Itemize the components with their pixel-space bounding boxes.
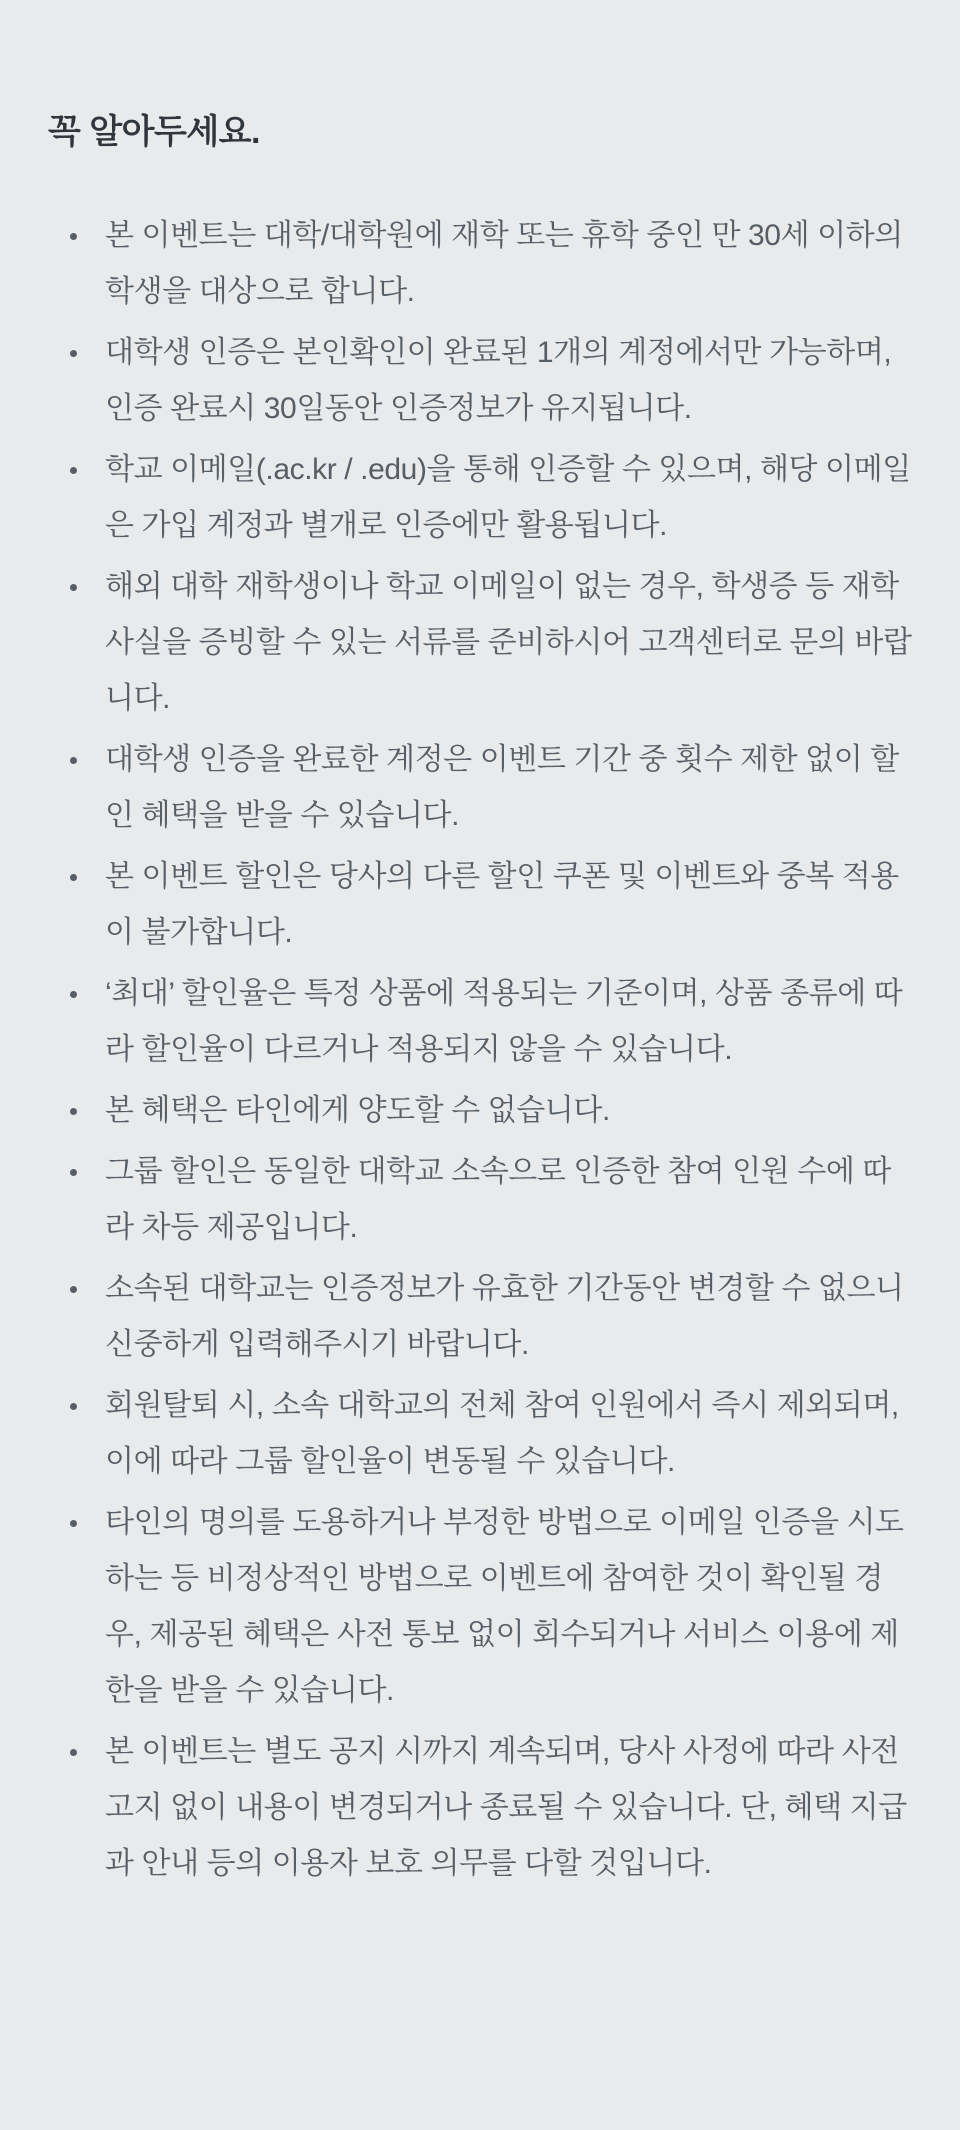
notice-list-item [48, 849, 914, 961]
notice-text: 소속된 대학교는 인증정보가 유효한 기간동안 변경할 수 없으니 신중하게 입력해주시기 바랍니다. [105, 1272, 904, 1361]
bullet-icon [70, 1403, 77, 1410]
bullet-icon [70, 1108, 77, 1115]
bullet-icon [70, 991, 77, 998]
notice-text: 그룹 할인은 동일한 대학교 소속으로 인증한 참여 인원 수에 따라 차등 제공입니다. [105, 1155, 891, 1244]
notice-list-item [48, 1144, 914, 1256]
notice-text: 해외 대학 재학생이나 학교 이메일이 없는 경우, 학생증 등 재학 사실을 증빙할 수 있는 서류를 준비하시어 고객센터로 문의 바랍니다. [105, 570, 912, 715]
notice-text: 대학생 인증은 본인확인이 완료된 1개의 계정에서만 가능하며, 인증 완료시 30일동안 인증정보가 유지됩니다. [105, 336, 892, 425]
bullet-icon [70, 757, 77, 764]
bullet-icon [70, 1286, 77, 1293]
notice-text: ‘최대’ 할인율은 특정 상품에 적용되는 기준이며, 상품 종류에 따라 할인율이 다르거나 적용되지 않을 수 있습니다. [105, 977, 903, 1066]
notice-text: 타인의 명의를 도용하거나 부정한 방법으로 이메일 인증을 시도하는 등 비정상적인 방법으로 이벤트에 참여한 것이 확인될 경우, 제공된 혜택은 사전 통보 없이 회수되거나 서비스 이용에 제한을 받을 수 있습니다. [105, 1506, 904, 1707]
notice-text: 본 이벤트는 대학/대학원에 재학 또는 휴학 중인 만 30세 이하의 학생을 대상으로 합니다. [105, 219, 903, 308]
notice-list-item [48, 559, 914, 727]
bullet-icon [70, 233, 77, 240]
notice-list-item [48, 1724, 914, 1892]
notice-list-item [48, 732, 914, 844]
notice-text: 회원탈퇴 시, 소속 대학교의 전체 참여 인원에서 즉시 제외되며, 이에 따라 그룹 할인율이 변동될 수 있습니다. [105, 1389, 899, 1478]
bullet-icon [70, 874, 77, 881]
notice-list-item [48, 1261, 914, 1373]
bullet-icon [70, 467, 77, 474]
notice-list-item [48, 208, 914, 320]
bullet-icon [70, 350, 77, 357]
notice-text: 대학생 인증을 완료한 계정은 이벤트 기간 중 횟수 제한 없이 할인 혜택을 받을 수 있습니다. [105, 743, 899, 832]
notice-list-item [48, 966, 914, 1078]
notice-list-item [48, 442, 914, 554]
notice-text: 학교 이메일(.ac.kr / .edu)을 통해 인증할 수 있으며, 해당 이메일은 가입 계정과 별개로 인증에만 활용됩니다. [105, 453, 911, 542]
notice-heading: 꼭 알아두세요. [48, 113, 260, 151]
notice-list [48, 208, 914, 1892]
notice-list-item [48, 1378, 914, 1490]
notice-text: 본 혜택은 타인에게 양도할 수 없습니다. [105, 1094, 610, 1127]
notice-text: 본 이벤트는 별도 공지 시까지 계속되며, 당사 사정에 따라 사전 고지 없이 내용이 변경되거나 종료될 수 있습니다. 단, 혜택 지급과 안내 등의 이용자 보호 의무를 다할 것입니다. [105, 1735, 907, 1880]
notice-list-item [48, 325, 914, 437]
bullet-icon [70, 1749, 77, 1756]
bullet-icon [70, 1520, 77, 1527]
bullet-icon [70, 584, 77, 591]
notice-text: 본 이벤트 할인은 당사의 다른 할인 쿠폰 및 이벤트와 중복 적용이 불가합니다. [105, 860, 899, 949]
bullet-icon [70, 1169, 77, 1176]
notice-list-item [48, 1495, 914, 1719]
notice-list-item [48, 1083, 914, 1139]
